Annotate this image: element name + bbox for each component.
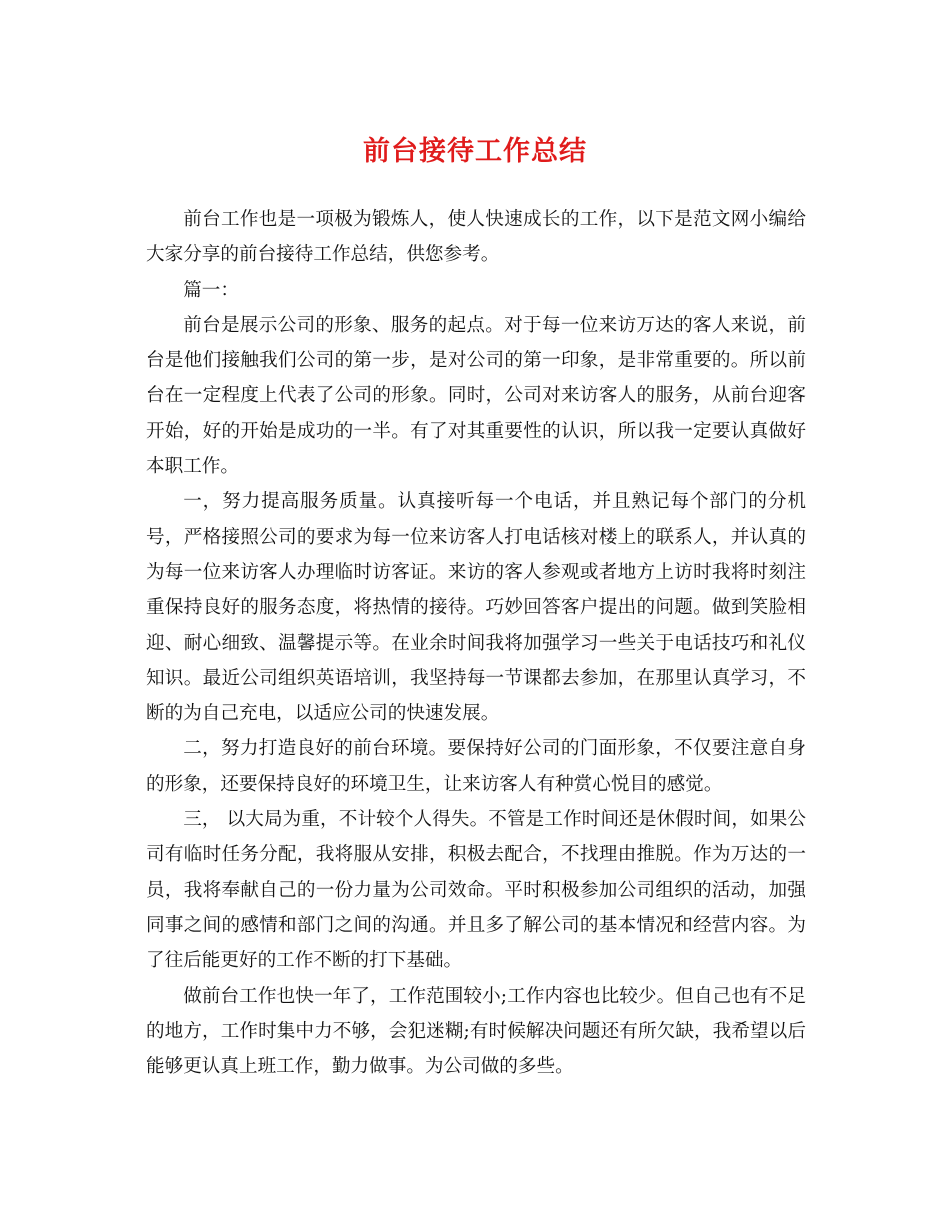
paragraph-conclusion: 做前台工作也快一年了，工作范围较小;工作内容也比较少。但自己也有不足的地方，工作时集中力不够，会犯迷糊;有时候解决问题还有所欠缺，我希望以后能够更认真上班工作，勤力做事。为公司做的多些。 [146,985,806,1078]
paragraph-section-heading: 篇一： [183,279,239,301]
document-body [146,202,806,1084]
paragraph-point-three: 三， 以大局为重，不计较个人得失。不管是工作时间还是休假时间，如果公司有临时任务分配，我将服从安排，积极去配合，不找理由推脱。作为万达的一员，我将奉献自己的一份力量为公司效命。平时积极参加公司组织的活动，加强同事之间的感情和部门之间的沟通。并且多了解公司的基本情况和经营内容。为了往后能更好的工作不断的打下基础。 [146,809,806,972]
paragraph-point-one: 一，努力提高服务质量。认真接听每一个电话，并且熟记每个部门的分机号，严格接照公司的要求为每一位来访客人打电话核对楼上的联系人，并认真的为每一位来访客人办理临时访客证。来访的客人参观或者地方上访时我将时刻注重保持良好的服务态度，将热情的接待。巧妙回答客户提出的问题。做到笑脸相迎、耐心细致、温馨提示等。在业余时间我将加强学习一些关于电话技巧和礼仪知识。最近公司组织英语培训，我坚持每一节课都去参加，在那里认真学习，不断的为自己充电，以适应公司的快速发展。 [146,491,806,725]
paragraph-front-desk-role: 前台是展示公司的形象、服务的起点。对于每一位来访万达的客人来说，前台是他们接触我们公司的第一步，是对公司的第一印象，是非常重要的。所以前台在一定程度上代表了公司的形象。同时，公司对来访客人的服务，从前台迎客开始，好的开始是成功的一半。有了对其重要性的认识，所以我一定要认真做好本职工作。 [146,314,806,478]
document-title: 前台接待工作总结 [363,136,587,167]
paragraph-point-two: 二，努力打造良好的前台环境。要保持好公司的门面形象，不仅要注意自身的形象，还要保持良好的环境卫生，让来访客人有种赏心悦目的感觉。 [146,738,806,795]
paragraph-intro: 前台工作也是一项极为锻炼人，使人快速成长的工作，以下是范文网小编给大家分享的前台接待工作总结，供您参考。 [146,209,806,266]
